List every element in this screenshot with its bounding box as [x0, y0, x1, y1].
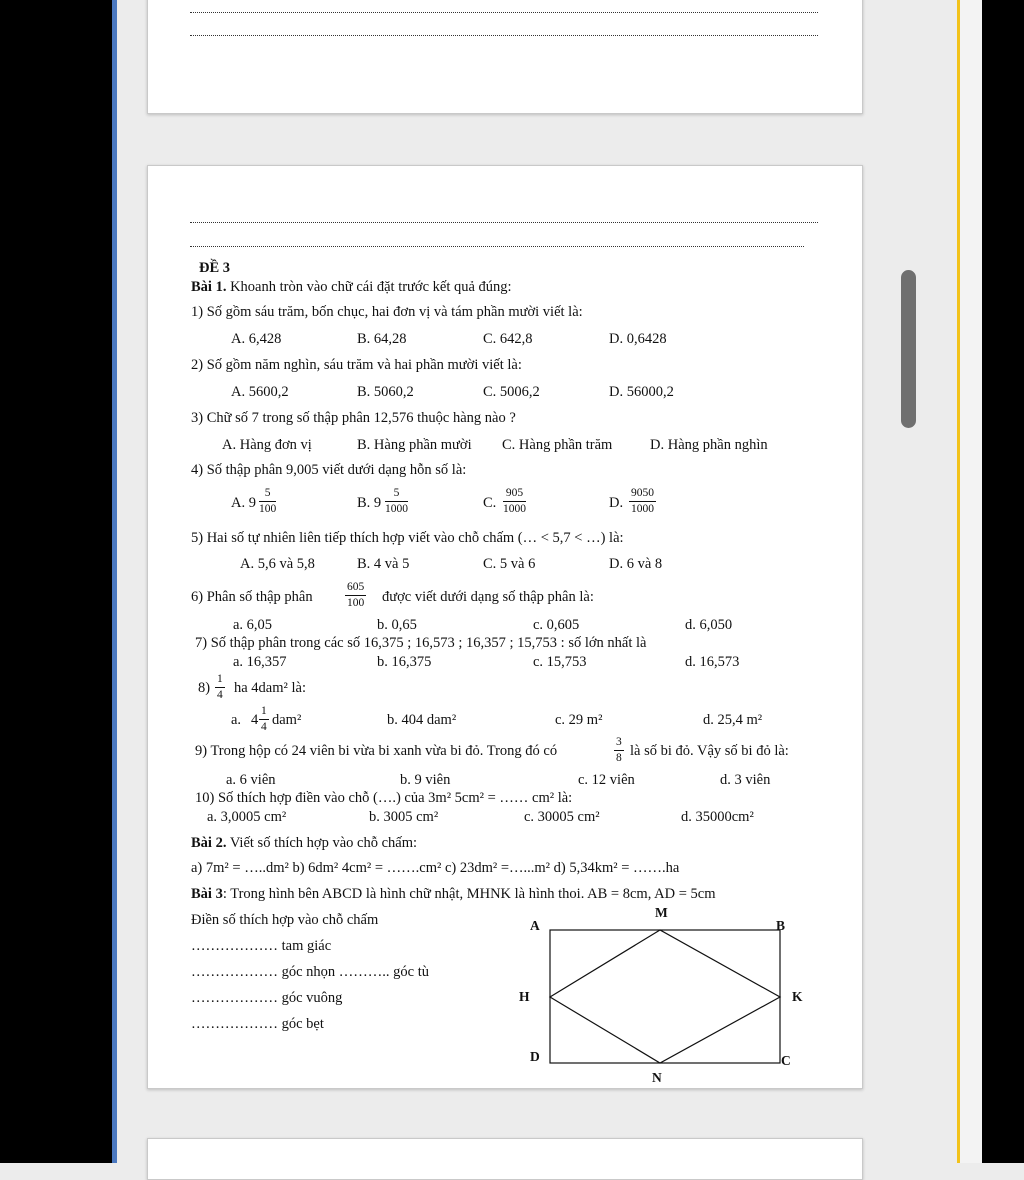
question-8-prefix: 8)	[198, 680, 211, 696]
denominator: 4	[261, 720, 267, 733]
vertex-label-b: B	[776, 918, 786, 933]
q4-option-d-prefix: D.	[609, 495, 624, 511]
dotted-line	[190, 12, 818, 13]
q6-fraction	[345, 582, 366, 609]
q4-option-b-fraction	[385, 488, 408, 515]
q9-option-b: b. 9 viên	[400, 772, 451, 788]
q6-option-a: a. 6,05	[233, 617, 273, 633]
numerator: 1	[259, 706, 269, 720]
numerator: 5	[385, 488, 408, 502]
q8-option-b: b. 404 dam²	[387, 712, 457, 728]
q8-option-d: d. 25,4 m²	[703, 712, 763, 728]
bai1-instruction: Khoanh tròn vào chữ cái đặt trước kết quả đúng:	[230, 279, 512, 295]
question-4: 4) Số thập phân 9,005 viết dưới dạng hỗn số là:	[191, 462, 467, 478]
question-3: 3) Chữ số 7 trong số thập phân 12,576 thuộc hàng nào ?	[191, 410, 516, 426]
left-accent-border	[112, 0, 117, 1163]
exam-heading: ĐỀ 3	[199, 260, 231, 276]
q1-option-a: A. 6,428	[231, 331, 282, 347]
q3-option-c: C. Hàng phần trăm	[502, 437, 613, 453]
bai3-label: Bài 3	[191, 886, 223, 902]
vertex-label-a: A	[530, 918, 540, 933]
q8-option-a-fraction	[259, 706, 269, 733]
bai3-fill-line-3: ……………… góc vuông	[191, 990, 343, 1006]
scrollbar-thumb[interactable]	[901, 270, 916, 428]
q7-option-a: a. 16,357	[233, 654, 287, 670]
numerator: 605	[345, 582, 366, 596]
q7-option-c: c. 15,753	[533, 654, 587, 670]
right-accent-border	[957, 0, 960, 1163]
question-6-start: 6) Phân số thập phân	[191, 589, 313, 605]
q4-option-c-fraction	[503, 488, 526, 515]
q5-option-b: B. 4 và 5	[357, 556, 410, 572]
bai2-label: Bài 2.	[191, 835, 227, 851]
question-1: 1) Số gồm sáu trăm, bốn chục, hai đơn vị và tám phần mười viết là:	[191, 304, 583, 320]
q1-option-d: D. 0,6428	[609, 331, 667, 347]
q2-option-d: D. 56000,2	[609, 384, 674, 400]
bai3-fill-title: Điền số thích hợp vào chỗ chấm	[191, 912, 379, 928]
vertex-label-m: M	[655, 905, 668, 920]
q7-option-d: d. 16,573	[685, 654, 740, 670]
q9-option-a: a. 6 viên	[226, 772, 276, 788]
q8-option-a-whole: 4	[251, 712, 259, 728]
q10-option-c: c. 30005 cm²	[524, 809, 600, 825]
denominator: 100	[259, 502, 277, 515]
q4-option-b-prefix: B. 9	[357, 495, 382, 511]
vertex-label-h: H	[519, 989, 530, 1004]
q8-option-a-prefix: a.	[231, 712, 242, 728]
q4-option-c-prefix: C.	[483, 495, 497, 511]
dotted-line	[190, 222, 818, 223]
q2-option-c: C. 5006,2	[483, 384, 540, 400]
q4-option-d-fraction	[629, 488, 656, 515]
denominator: 1000	[503, 502, 526, 515]
rectangle-abcd	[550, 930, 780, 1063]
denominator: 100	[347, 596, 365, 609]
question-7: 7) Số thập phân trong các số 16,375 ; 16,573 ; 16,357 ; 15,753 : số lớn nhất là	[195, 635, 647, 651]
q10-option-a: a. 3,0005 cm²	[207, 809, 287, 825]
q9-fraction	[614, 737, 624, 764]
q5-option-c: C. 5 và 6	[483, 556, 536, 572]
numerator: 1	[215, 674, 225, 688]
q3-option-d: D. Hàng phần nghìn	[650, 437, 768, 453]
q4-option-a-prefix: A. 9	[231, 495, 256, 511]
q6-option-c: c. 0,605	[533, 617, 580, 633]
q1-option-b: B. 64,28	[357, 331, 407, 347]
bai2-instruction: Viết số thích hợp vào chỗ chấm:	[229, 835, 418, 851]
bai2-instruction-line	[191, 836, 417, 851]
q6-option-b: b. 0,65	[377, 617, 417, 633]
right-gap-strip	[960, 0, 982, 1163]
rhombus-mhnk	[550, 930, 780, 1063]
q2-option-a: A. 5600,2	[231, 384, 289, 400]
numerator: 9050	[629, 488, 656, 502]
next-page	[147, 1138, 863, 1180]
dotted-line	[190, 35, 818, 36]
bai3-fill-line-2: ……………… góc nhọn ……….. góc tù	[191, 964, 430, 980]
q5-option-d: D. 6 và 8	[609, 556, 663, 572]
bai2-items: a) 7m² = …..dm² b) 6dm² 4cm² = …….cm² c) 23dm² =…...m² d) 5,34km² = …….ha	[191, 860, 680, 876]
vertex-label-d: D	[530, 1049, 540, 1064]
question-2: 2) Số gồm năm nghìn, sáu trăm và hai phần mười viết là:	[191, 357, 522, 373]
vertex-label-n: N	[652, 1070, 662, 1085]
q10-option-b: b. 3005 cm²	[369, 809, 439, 825]
q8-option-a-unit: dam²	[272, 712, 302, 728]
vertex-label-c: C	[781, 1053, 791, 1068]
numerator: 3	[614, 737, 624, 751]
bai3-text: : Trong hình bên ABCD là hình chữ nhật, MHNK là hình thoi. AB = 8cm, AD = 5cm	[222, 886, 716, 902]
q6-option-d: d. 6,050	[685, 617, 733, 633]
rectangle-rhombus-figure	[500, 900, 820, 1090]
question-8-text: ha 4dam² là:	[234, 680, 306, 696]
q7-option-b: b. 16,375	[377, 654, 432, 670]
question-10: 10) Số thích hợp điền vào chỗ (….) của 3m² 5cm² = …… cm² là:	[195, 790, 573, 806]
question-5: 5) Hai số tự nhiên liên tiếp thích hợp viết vào chỗ chấm (… < 5,7 < …) là:	[191, 530, 624, 546]
dotted-line	[190, 246, 804, 247]
denominator: 4	[217, 688, 223, 701]
denominator: 8	[616, 751, 622, 764]
vertex-label-k: K	[792, 989, 803, 1004]
q1-option-c: C. 642,8	[483, 331, 533, 347]
q2-option-b: B. 5060,2	[357, 384, 414, 400]
numerator: 905	[503, 488, 526, 502]
q4-option-a-fraction	[259, 488, 276, 515]
denominator: 1000	[631, 502, 654, 515]
q9-option-c: c. 12 viên	[578, 772, 635, 788]
q3-option-b: B. Hàng phần mười	[357, 437, 472, 453]
q10-option-d: d. 35000cm²	[681, 809, 754, 825]
q3-option-a: A. Hàng đơn vị	[222, 437, 312, 453]
q9-option-d: d. 3 viên	[720, 772, 771, 788]
right-black-margin	[982, 0, 1024, 1163]
q8-fraction	[215, 674, 225, 701]
previous-page	[147, 0, 863, 114]
denominator: 1000	[385, 502, 408, 515]
question-9-start: 9) Trong hộp có 24 viên bi vừa bi xanh vừa bi đỏ. Trong đó có	[195, 743, 558, 759]
numerator: 5	[259, 488, 276, 502]
bai1-instruction-line	[191, 280, 512, 295]
left-black-margin	[0, 0, 112, 1163]
bai1-label: Bài 1.	[191, 279, 227, 295]
q5-option-a: A. 5,6 và 5,8	[240, 556, 315, 572]
question-9-end: là số bi đỏ. Vậy số bi đỏ là:	[630, 743, 789, 759]
question-6-end: được viết dưới dạng số thập phân là:	[382, 589, 594, 605]
bai3-fill-line-1: ……………… tam giác	[191, 938, 332, 954]
bai3-fill-line-4: ……………… góc bẹt	[191, 1016, 324, 1032]
q8-option-c: c. 29 m²	[555, 712, 603, 728]
